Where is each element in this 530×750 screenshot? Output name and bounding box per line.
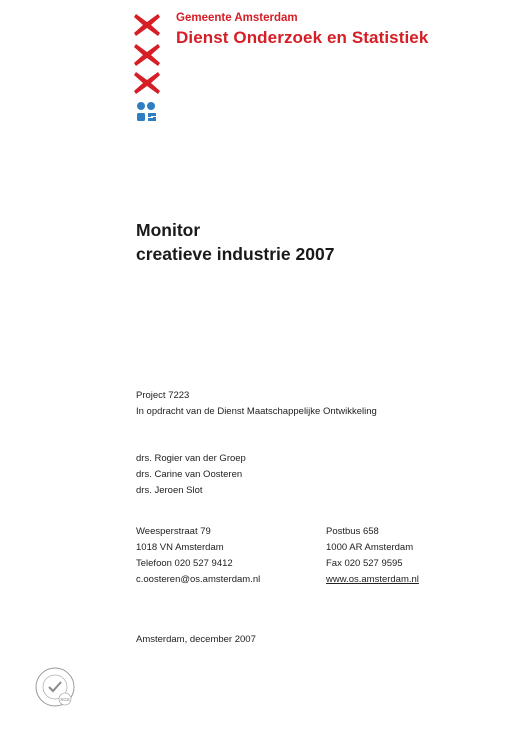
project-number: Project 7223 xyxy=(136,390,190,401)
amsterdam-x-icon xyxy=(134,44,160,66)
os-logo-icon xyxy=(136,101,158,123)
org-name-department: Dienst Onderzoek en Statistiek xyxy=(176,28,429,47)
sgs-certification-icon xyxy=(34,666,76,708)
address-street: Weesperstraat 79 xyxy=(136,526,211,537)
author-1: drs. Rogier van der Groep xyxy=(136,453,246,464)
author-2: drs. Carine van Oosteren xyxy=(136,469,243,480)
org-name-municipality: Gemeente Amsterdam xyxy=(176,12,298,24)
address-email[interactable]: c.oosteren@os.amsterdam.nl xyxy=(136,574,261,585)
postal-box: Postbus 658 xyxy=(326,526,379,537)
address-postal-city: 1018 VN Amsterdam xyxy=(136,542,224,553)
postal-postal-city: 1000 AR Amsterdam xyxy=(326,542,414,553)
amsterdam-x-icon xyxy=(134,14,160,36)
website-link[interactable]: www.os.amsterdam.nl xyxy=(326,574,419,585)
place-date: Amsterdam, december 2007 xyxy=(136,634,256,645)
title-line-1: Monitor xyxy=(136,220,201,240)
address-phone: Telefoon 020 527 9412 xyxy=(136,558,233,569)
document-title xyxy=(136,218,334,266)
postal-fax: Fax 020 527 9595 xyxy=(326,558,403,569)
author-3: drs. Jeroen Slot xyxy=(136,485,203,496)
certification-label: SGS xyxy=(60,697,70,702)
title-line-2: creatieve industrie 2007 xyxy=(136,244,335,264)
amsterdam-x-icon xyxy=(134,72,160,94)
project-commission: In opdracht van de Dienst Maatschappelijke Ontwikkeling xyxy=(136,406,377,417)
